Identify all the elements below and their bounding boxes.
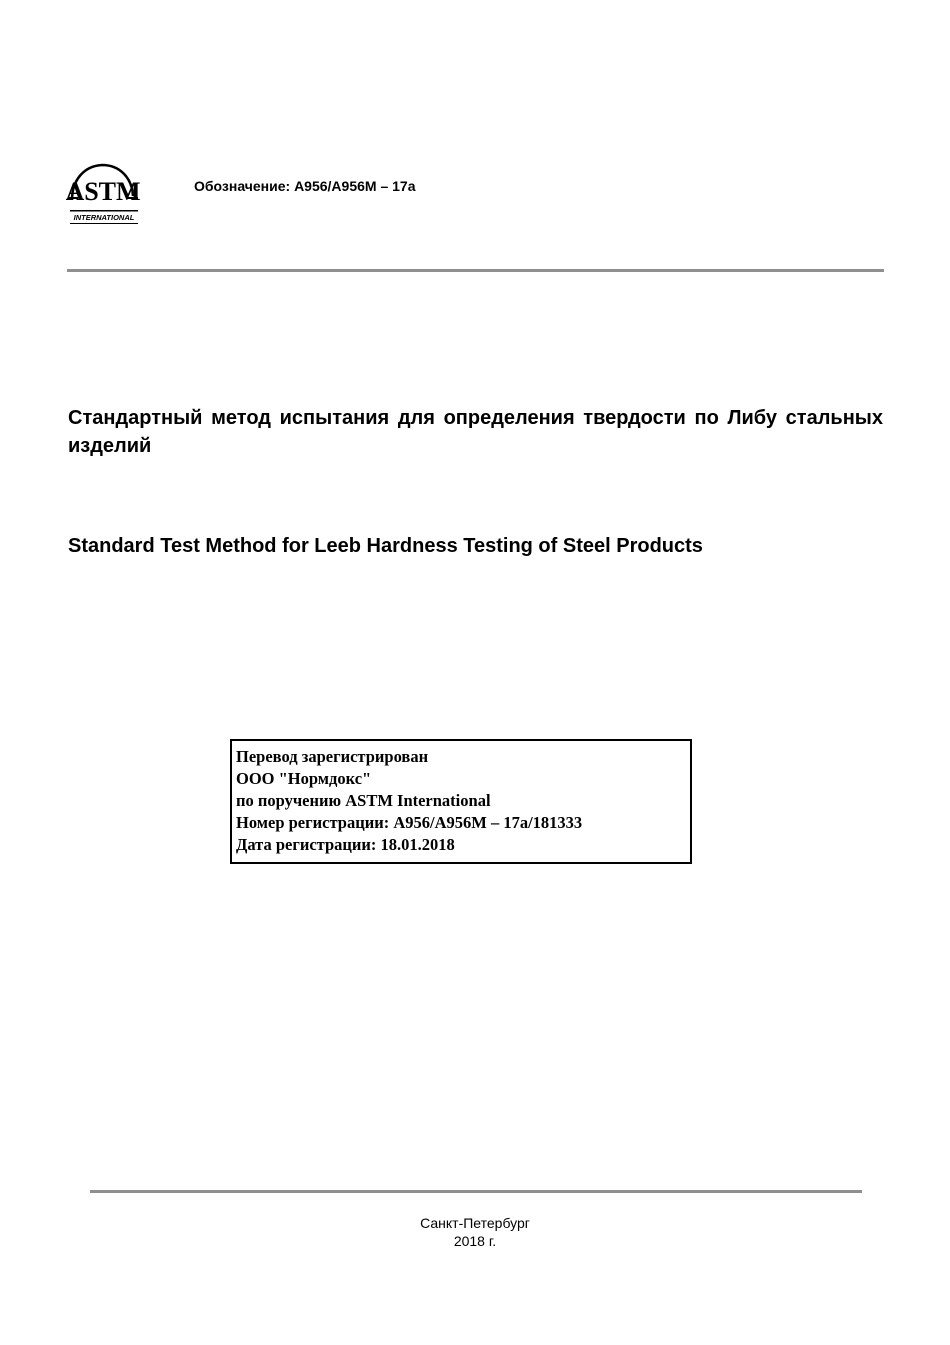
registration-number: Номер регистрации: A956/A956M – 17a/181333 xyxy=(236,813,583,832)
registration-line: по поручению ASTM International xyxy=(236,791,491,810)
footer-city: Санкт-Петербург xyxy=(420,1215,530,1231)
document-designation: Обозначение: A956/A956M – 17a xyxy=(194,178,416,194)
title-english: Standard Test Method for Leeb Hardness Testing of Steel Products xyxy=(68,535,703,557)
title-russian: Стандартный метод испытания для определения твердости по Либу стальных изделий xyxy=(68,407,883,457)
bottom-divider xyxy=(90,1190,862,1193)
registration-line: Перевод зарегистрирован xyxy=(236,747,429,766)
footer-year: 2018 г. xyxy=(453,1233,497,1249)
registration-date: Дата регистрации: 18.01.2018 xyxy=(236,835,455,854)
top-divider xyxy=(67,269,884,272)
astm-logo-letters: ASTM xyxy=(66,177,141,206)
registration-line: ООО "Нормдокс" xyxy=(236,769,372,788)
astm-logo-subtext: INTERNATIONAL xyxy=(73,213,135,222)
footer xyxy=(0,1214,950,1250)
registration-box xyxy=(230,739,692,864)
astm-logo xyxy=(66,160,142,228)
